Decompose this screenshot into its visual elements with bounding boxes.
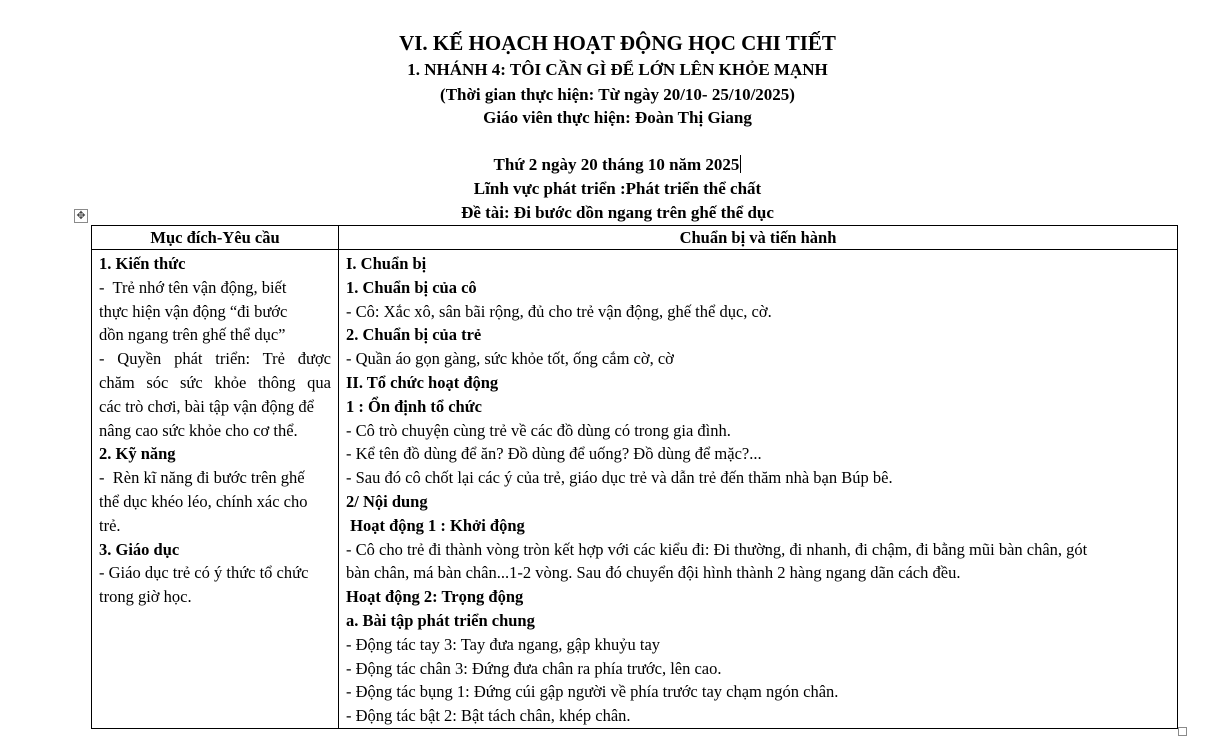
- text-cursor: [740, 155, 741, 173]
- preparation-cell[interactable]: [339, 250, 1178, 729]
- lesson-plan-table: [91, 225, 1178, 729]
- objective-line: thể dục khéo léo, chính xác cho: [99, 491, 308, 511]
- page-title: VI. KẾ HOẠCH HOẠT ĐỘNG HỌC CHI TIẾT: [399, 31, 836, 55]
- objective-line: - Quyền phát triển: Trẻ được: [99, 349, 331, 369]
- header-preparation: Chuẩn bị và tiến hành: [339, 226, 1178, 250]
- objective-line: nâng cao sức khỏe cho cơ thể.: [99, 420, 298, 440]
- objectives-heading-education: 3. Giáo dục: [99, 539, 180, 559]
- subheading-content: 2/ Nội dung: [346, 491, 428, 511]
- content-line: - Động tác tay 3: Tay đưa ngang, gập khuỷu tay: [346, 634, 661, 654]
- subheading-child-prep: 2. Chuẩn bị của trẻ: [346, 325, 482, 345]
- objectives-cell[interactable]: [92, 250, 339, 729]
- objectives-heading-skills: 2. Kỹ năng: [99, 444, 176, 464]
- objective-line: - Trẻ nhớ tên vận động, biết: [99, 277, 287, 297]
- day-text: Thứ 2 ngày 20 tháng 10 năm 2025: [493, 155, 740, 174]
- subheading-main-activity: Hoạt động 2: Trọng động: [346, 587, 524, 607]
- branch-title: 1. NHÁNH 4: TÔI CẦN GÌ ĐỂ LỚN LÊN KHỎE MẠNH: [407, 60, 828, 79]
- period-line: (Thời gian thực hiện: Từ ngày 20/10- 25/10/2025): [440, 85, 795, 104]
- subheading-teacher-prep: 1. Chuẩn bị của cô: [346, 277, 477, 297]
- move-cross-icon[interactable]: ✥: [74, 209, 88, 223]
- content-line: - Cô: Xắc xô, sân bãi rộng, đủ cho trẻ vận động, ghế thể dục, cờ.: [346, 301, 772, 321]
- topic-line: Đề tài: Đi bước dồn ngang trên ghế thể dục: [461, 203, 774, 222]
- content-line: - Quần áo gọn gàng, sức khỏe tốt, ống cắm cờ, cờ: [346, 349, 674, 369]
- objective-line: - Rèn kĩ năng đi bước trên ghế: [99, 468, 305, 488]
- content-line: - Động tác bật 2: Bật tách chân, khép chân.: [346, 706, 631, 726]
- field-line: Lĩnh vực phát triển :Phát triển thể chất: [473, 179, 762, 198]
- objective-line: chăm sóc sức khỏe thông qua: [99, 372, 331, 392]
- section-heading-organization: II. Tổ chức hoạt động: [346, 372, 499, 392]
- objective-line: trẻ.: [99, 515, 121, 535]
- objective-line: dồn ngang trên ghế thể dục”: [99, 325, 286, 345]
- subheading-general-exercise: a. Bài tập phát triển chung: [346, 610, 535, 630]
- content-line: - Sau đó cô chốt lại các ý của trẻ, giáo dục trẻ và dẫn trẻ đến thăm nhà bạn Búp bê.: [346, 468, 893, 488]
- day-heading[interactable]: [0, 155, 1205, 175]
- subheading-stabilize: 1 : Ổn định tổ chức: [346, 396, 482, 416]
- resize-square-icon[interactable]: [1178, 727, 1187, 736]
- content-line: bàn chân, má bàn chân...1-2 vòng. Sau đó chuyển đội hình thành 2 hàng ngang dãn cách đều.: [346, 563, 961, 583]
- content-line: - Cô trò chuyện cùng trẻ về các đồ dùng có trong gia đình.: [346, 420, 731, 440]
- section-heading-preparation: I. Chuẩn bị: [346, 254, 427, 273]
- objective-line: - Giáo dục trẻ có ý thức tổ chức: [99, 563, 309, 583]
- objective-line: các trò chơi, bài tập vận động để: [99, 396, 314, 416]
- teacher-line: Giáo viên thực hiện: Đoàn Thị Giang: [483, 108, 752, 127]
- objective-line: trong giờ học.: [99, 587, 192, 607]
- objectives-heading-knowledge: 1. Kiến thức: [99, 254, 186, 273]
- subheading-warmup: Hoạt động 1 : Khởi động: [346, 515, 525, 535]
- content-line: - Động tác bụng 1: Đứng cúi gập người về phía trước tay chạm ngón chân.: [346, 682, 839, 702]
- content-line: - Kể tên đồ dùng để ăn? Đồ dùng để uống? Đồ dùng để mặc?...: [346, 444, 762, 464]
- header-objectives: Mục đích-Yêu cầu: [92, 226, 339, 250]
- content-line: - Động tác chân 3: Đứng đưa chân ra phía trước, lên cao.: [346, 658, 722, 678]
- content-line: - Cô cho trẻ đi thành vòng tròn kết hợp với các kiểu đi: Đi thường, đi nhanh, đi chậm, đi bằng mũi bàn chân, gót: [346, 539, 1088, 559]
- objective-line: thực hiện vận động “đi bước: [99, 301, 288, 321]
